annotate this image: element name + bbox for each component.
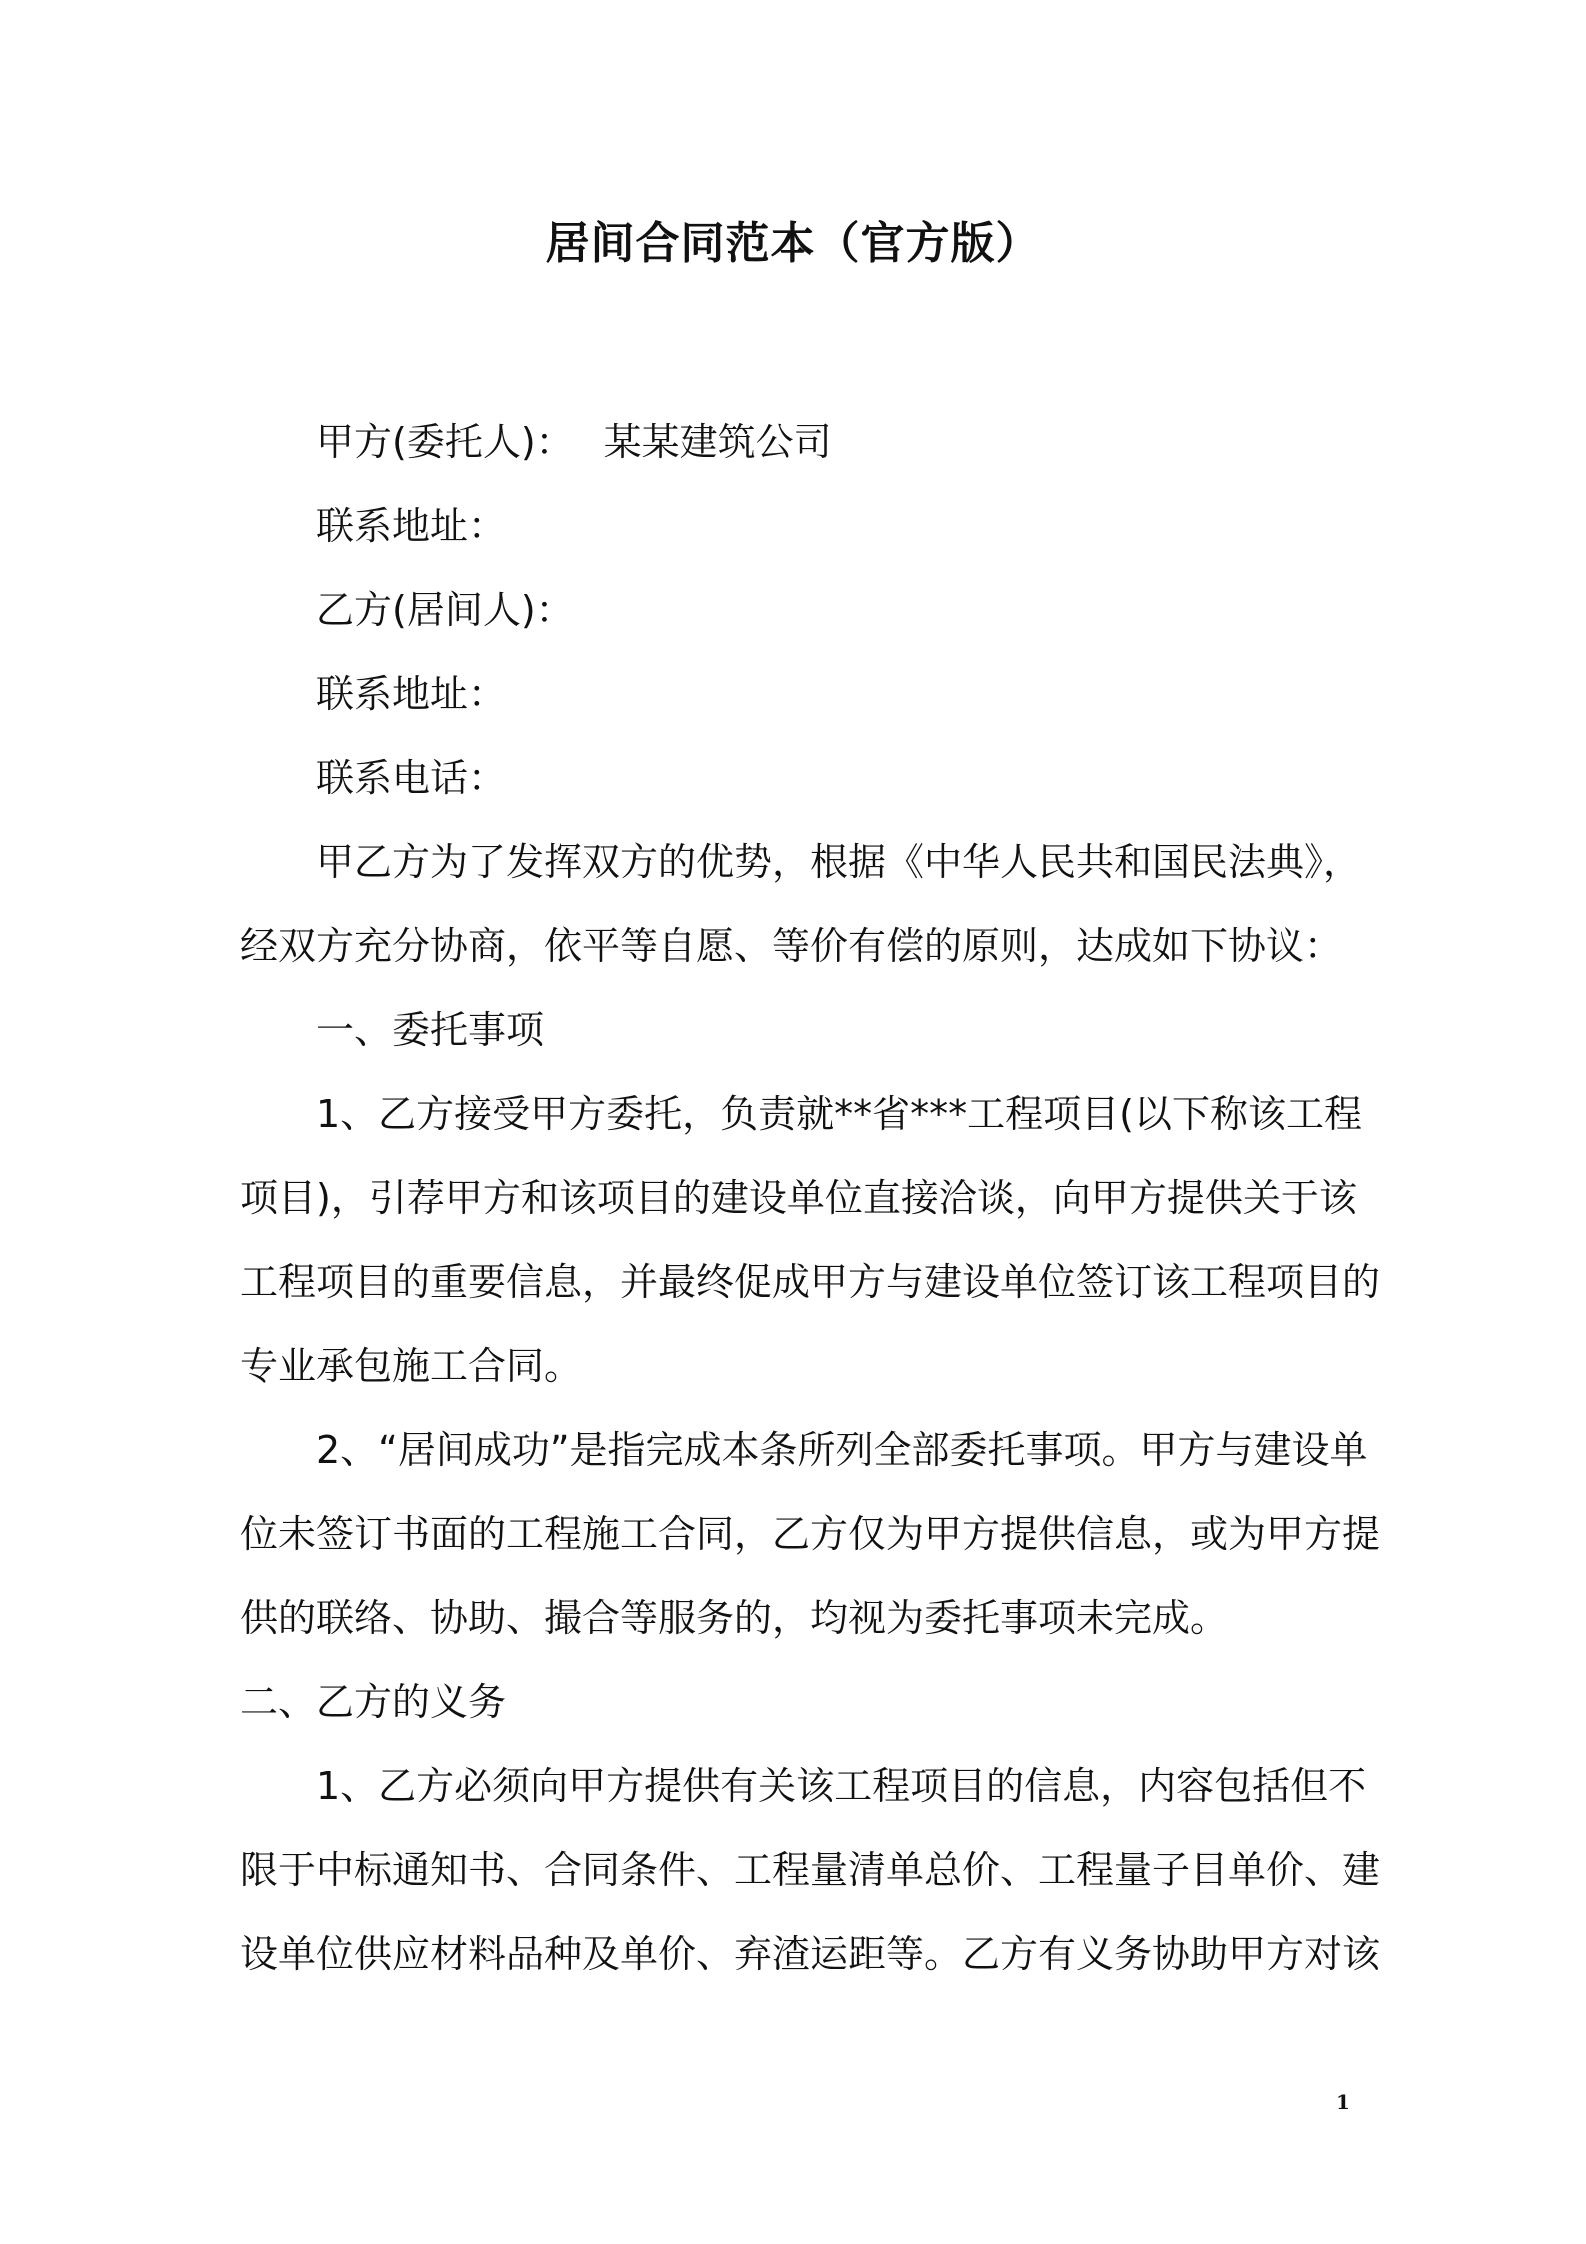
clause-line: 位未签订书面的工程施工合同，乙方仅为甲方提供信息，或为甲方提 — [240, 1512, 1381, 1556]
preamble-line: 经双方充分协商，依平等自愿、等价有偿的原则，达成如下协议： — [240, 924, 1343, 968]
section-heading: 一、委托事项 — [316, 1008, 545, 1052]
party-a-line — [240, 400, 1355, 484]
party-a-address-line — [240, 484, 1355, 568]
page-title: 居间合同范本（官方版） — [545, 218, 1041, 269]
page-number: 1 — [1336, 2090, 1350, 2114]
document-body — [240, 400, 1381, 1996]
party-a-address-label: 联系地址： — [316, 504, 507, 548]
clause-line: 限于中标通知书、合同条件、工程量清单总价、工程量子目单价、建 — [240, 1848, 1381, 1892]
party-b-line — [240, 568, 1355, 652]
clause-line: 供的联络、协助、撮合等服务的，均视为委托事项未完成。 — [240, 1596, 1229, 1640]
party-b-label: 乙方(居间人)： — [316, 588, 574, 632]
party-b-phone-label: 联系电话： — [316, 756, 507, 800]
party-a-value: 某某建筑公司 — [603, 420, 832, 464]
party-b-address-line — [240, 652, 1355, 736]
clause-line: 1、乙方必须向甲方提供有关该工程项目的信息，内容包括但不 — [316, 1764, 1367, 1808]
party-a-label: 甲方(委托人)： — [316, 420, 574, 464]
clause-line: 设单位供应材料品种及单价、弃渣运距等。乙方有义务协助甲方对该 — [240, 1932, 1381, 1976]
party-b-address-label: 联系地址： — [316, 672, 507, 716]
section-heading: 二、乙方的义务 — [240, 1680, 507, 1724]
party-b-phone-line — [240, 736, 1355, 820]
clause-line: 项目)，引荐甲方和该项目的建设单位直接洽谈，向甲方提供关于该 — [240, 1176, 1357, 1220]
clause-line: 2、“居间成功”是指完成本条所列全部委托事项。甲方与建设单 — [316, 1428, 1368, 1472]
preamble-line: 甲乙方为了发挥双方的优势，根据《中华人民共和国民法典》， — [316, 840, 1362, 884]
clause-line: 工程项目的重要信息，并最终促成甲方与建设单位签订该工程项目的 — [240, 1260, 1381, 1304]
clause-line: 专业承包施工合同。 — [240, 1344, 583, 1388]
clause-line: 1、乙方接受甲方委托，负责就**省***工程项目(以下称该工程 — [316, 1092, 1363, 1136]
